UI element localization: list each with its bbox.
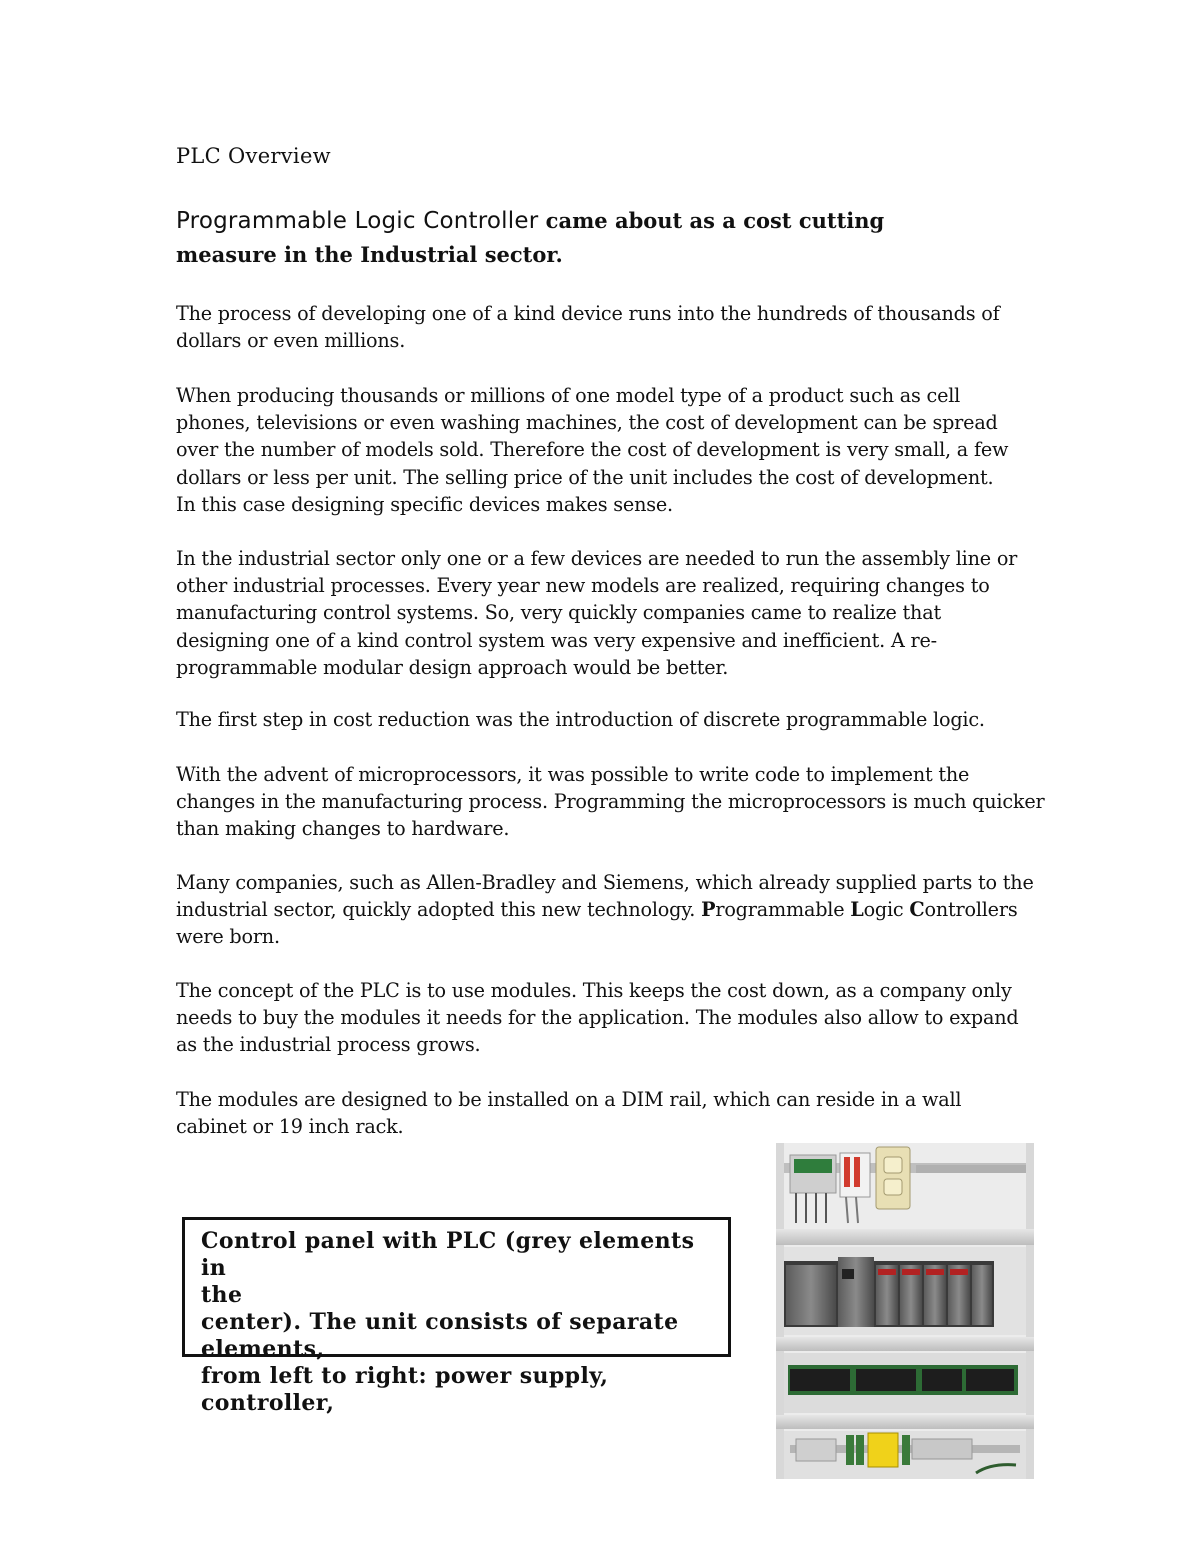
paragraph-line: dollars or less per unit. The selling price of the unit includes the cost of development. <box>176 465 994 489</box>
paragraph-dim-rail <box>176 1086 1046 1140</box>
paragraph-line: The concept of the PLC is to use modules. This keeps the cost down, as a company only <box>176 979 1012 1002</box>
caption-line: elements, <box>201 1336 325 1362</box>
emphasis-word-part: ontrollers <box>924 898 1018 922</box>
paragraph-mass-production <box>176 382 1046 518</box>
paragraph-line: were born. <box>176 925 280 949</box>
lead-text-line2: measure in the Industrial sector. <box>176 242 563 267</box>
paragraph-line: as the industrial process grows. <box>176 1033 481 1057</box>
caption-line: from left to right: power supply, controller, <box>201 1363 609 1416</box>
paragraph-line: industrial sector, quickly adopted this new technology. <box>176 898 702 922</box>
paragraph-line: than making changes to hardware. <box>176 817 510 841</box>
paragraph-line: The first step in cost reduction was the introduction of discrete programmable logic. <box>176 708 985 731</box>
paragraph-industrial-sector <box>176 545 1046 681</box>
lead-highlight: Programmable Logic Controller <box>176 208 539 234</box>
paragraph-first-step <box>176 706 1046 733</box>
paragraph-line: The modules are designed to be installed on a DIM rail, which can reside in a wall <box>176 1088 962 1111</box>
paragraph-line: designing one of a kind control system was very expensive and inefficient. A re- <box>176 628 937 652</box>
paragraph-line: needs to buy the modules it needs for the application. The modules also allow to expand <box>176 1006 1019 1030</box>
paragraph-line: other industrial processes. Every year new models are realized, requiring changes to <box>176 574 990 598</box>
paragraph-line: When producing thousands or millions of one model type of a product such as cell <box>176 384 961 407</box>
paragraph-line: The process of developing one of a kind device runs into the hundreds of thousands of <box>176 302 1000 325</box>
paragraph-line: In the industrial sector only one or a few devices are needed to run the assembly line or <box>176 547 1018 570</box>
paragraph-plc-concept <box>176 977 1046 1059</box>
figure-caption-text <box>201 1228 714 1417</box>
emphasis-letter: L <box>850 898 864 922</box>
caption-line: center). The unit consists of separate <box>201 1309 679 1335</box>
paragraph-line: dollars or even millions. <box>176 329 406 353</box>
paragraph-line: manufacturing control systems. So, very quickly companies came to realize that <box>176 601 941 625</box>
paragraph-line: With the advent of microprocessors, it was possible to write code to implement the <box>176 763 970 786</box>
paragraph-line: phones, televisions or even washing machines, the cost of development can be spread <box>176 411 998 435</box>
paragraph-microprocessors <box>176 761 1046 843</box>
emphasis-letter: P <box>701 898 716 922</box>
paragraph-line: over the number of models sold. Therefore the cost of development is very small, a few <box>176 438 1009 462</box>
paragraph-companies <box>176 869 1046 951</box>
emphasis-letter: C <box>909 898 925 922</box>
control-panel-photo <box>776 1143 1034 1479</box>
figure-caption-box <box>182 1217 731 1416</box>
paragraph-line: In this case designing specific devices makes sense. <box>176 492 673 516</box>
emphasis-word-part: rogrammable <box>715 898 851 922</box>
paragraph-line: programmable modular design approach would be better. <box>176 655 729 679</box>
paragraph-development-cost <box>176 300 1046 354</box>
lead-text-line1: came about as a cost cutting <box>538 208 885 233</box>
paragraph-line: cabinet or 19 inch rack. <box>176 1115 404 1139</box>
caption-line: the <box>201 1282 243 1308</box>
emphasis-word-part: ogic <box>863 898 910 922</box>
lead-paragraph <box>176 204 976 272</box>
caption-line: Control panel with PLC (grey elements in <box>201 1228 695 1281</box>
paragraph-line: changes in the manufacturing process. Programming the microprocessors is much quicker <box>176 790 1045 814</box>
paragraph-line: Many companies, such as Allen-Bradley and Siemens, which already supplied parts to the <box>176 871 1034 894</box>
document-title: PLC Overview <box>176 144 331 168</box>
